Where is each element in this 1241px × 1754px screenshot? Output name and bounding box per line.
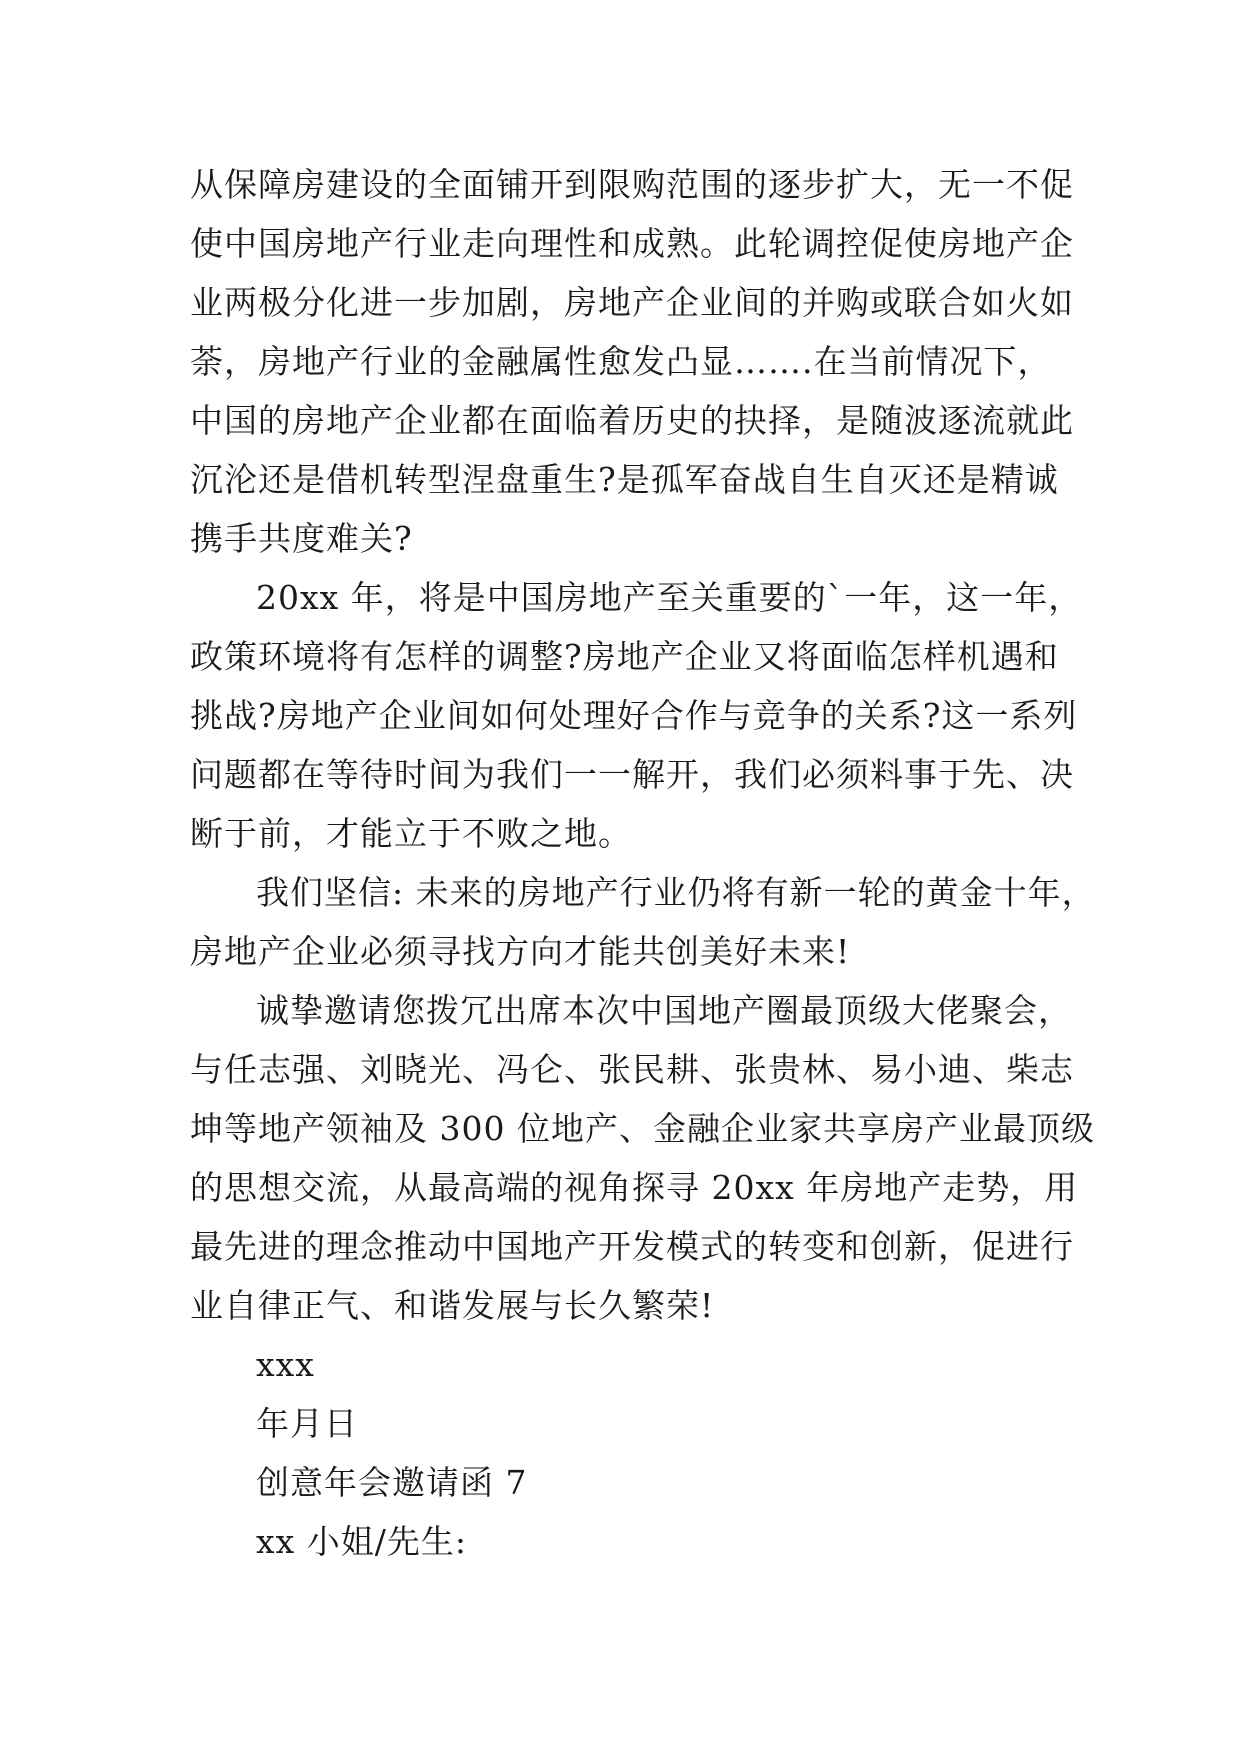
text-line: 创意年会邀请函 7 (256, 1463, 528, 1502)
text-line: 中国的房地产企业都在面临着历史的抉择，是随波逐流就此 (190, 401, 1074, 440)
signature-date (190, 1394, 1070, 1453)
text-line: 业两极分化进一步加剧，房地产企业间的并购或联合如火如 (190, 283, 1074, 322)
paragraph (190, 863, 1096, 981)
text-line: 20xx 年，将是中国房地产至关重要的`一年，这一年， (256, 578, 1083, 617)
text-line: 携手共度难关? (190, 519, 413, 558)
text-line: 政策环境将有怎样的调整?房地产企业又将面临怎样机遇和 (190, 637, 1059, 676)
text-line: 问题都在等待时间为我们一一解开，我们必须料事于先、决 (190, 755, 1074, 794)
paragraph (190, 155, 1074, 568)
text-line: 坤等地产领袖及 300 位地产、金融企业家共享房产业最顶级 (190, 1109, 1095, 1148)
text-line: 荼，房地产行业的金融属性愈发凸显…….在当前情况下， (190, 342, 1052, 381)
paragraph (190, 981, 1095, 1335)
text-line: 沉沦还是借机转型涅盘重生?是孤军奋战自生自灭还是精诚 (190, 460, 1059, 499)
text-line: 最先进的理念推动中国地产开发模式的转变和创新，促进行 (190, 1227, 1074, 1266)
text-line: 业自律正气、和谐发展与长久繁荣! (190, 1286, 715, 1325)
text-line: 断于前，才能立于不败之地。 (190, 814, 632, 853)
text-line: 年月日 (256, 1404, 358, 1443)
text-line: 房地产企业必须寻找方向才能共创美好未来! (190, 932, 851, 971)
document-body (190, 155, 1096, 1571)
section-heading (190, 1453, 1070, 1512)
text-line: 挑战?房地产企业间如何处理好合作与竞争的关系?这一系列 (190, 696, 1078, 735)
paragraph (190, 568, 1083, 863)
text-line: 我们坚信: 未来的房地产行业仍将有新一轮的黄金十年， (256, 873, 1096, 912)
text-line: 与任志强、刘晓光、冯仑、张民耕、张贵林、易小迪、柴志 (190, 1050, 1074, 1089)
text-line: 的思想交流，从最高端的视角探寻 20xx 年房地产走势，用 (190, 1168, 1079, 1207)
text-line: 使中国房地产行业走向理性和成熟。此轮调控促使房地产企 (190, 224, 1074, 263)
signature-name (190, 1335, 1070, 1394)
text-line: 从保障房建设的全面铺开到限购范围的逐步扩大，无一不促 (190, 165, 1074, 204)
text-line: 诚挚邀请您拨冗出席本次中国地产圈最顶级大佬聚会， (256, 991, 1072, 1030)
text-line: xxx (256, 1345, 315, 1384)
text-line: xx 小姐/先生: (256, 1522, 467, 1561)
salutation (190, 1512, 1070, 1571)
